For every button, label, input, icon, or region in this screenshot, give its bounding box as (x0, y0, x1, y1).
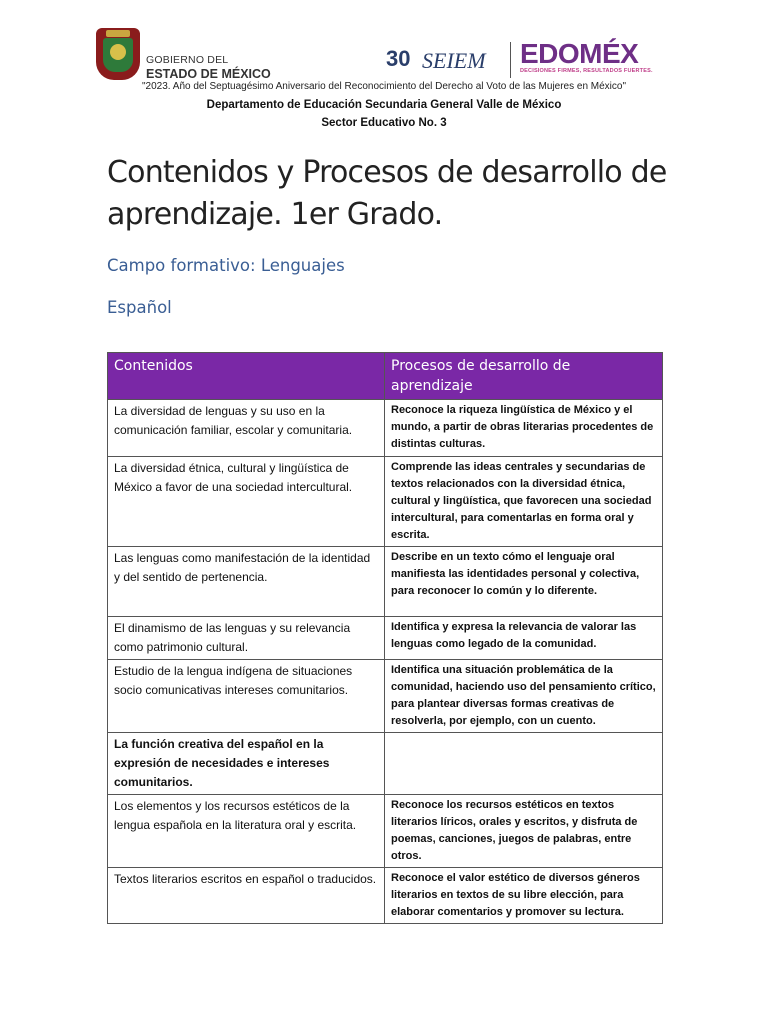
contenido-cell: Los elementos y los recursos estéticos de la lengua española en la literatura oral y escrita. (108, 795, 385, 868)
government-logo (96, 28, 271, 84)
table-row (108, 733, 663, 795)
contenido-cell: Las lenguas como manifestación de la identidad y del sentido de pertenencia. (108, 547, 385, 617)
table-row (108, 400, 663, 457)
year-motto: "2023. Año del Septuagésimo Aniversario del Reconocimiento del Derecho al Voto de las Mujeres en México" (141, 81, 627, 92)
contents-table (107, 352, 663, 924)
shield-crown (106, 30, 130, 37)
gov-logo-line2: ESTADO DE MÉXICO (146, 67, 271, 81)
edomex-name: EDOMÉX (520, 38, 639, 69)
department-name: Departamento de Educación Secundaria General Valle de México (206, 99, 562, 111)
proceso-cell: Comprende las ideas centrales y secundarias de textos relacionados con la diversidad étnica, cultural y lingüística, que favorecen una sociedad intercultural, para comentarlas en forma oral y escrita. (385, 457, 663, 547)
table-row (108, 795, 663, 868)
edomex-logo (520, 38, 665, 78)
contenido-cell: Textos literarios escritos en español o traducidos. (108, 868, 385, 924)
state-shield-icon (96, 28, 140, 80)
proceso-cell: Describe en un texto cómo el lenguaje oral manifiesta las identidades personal y colectiva, para reconocer lo común y lo diferente. (385, 547, 663, 617)
campo-formativo: Campo formativo: Lenguajes (107, 256, 345, 275)
logo-divider (510, 42, 511, 78)
proceso-cell (385, 733, 663, 795)
proceso-cell: Reconoce la riqueza lingüística de México y el mundo, a partir de obras literarias procedentes de distintas culturas. (385, 400, 663, 457)
proceso-cell: Identifica y expresa la relevancia de valorar las lenguas como legado de la comunidad. (385, 617, 663, 660)
column-header-contenidos: Contenidos (108, 353, 385, 400)
contenido-cell: Estudio de la lengua indígena de situaciones socio comunicativas intereses comunitarios. (108, 660, 385, 733)
proceso-cell: Reconoce el valor estético de diversos géneros literarios en textos de su libre elección, para elaborar comentarios y promover su lectura. (385, 868, 663, 924)
contenido-cell: La diversidad étnica, cultural y lingüística de México a favor de una sociedad intercultural. (108, 457, 385, 547)
proceso-cell: Reconoce los recursos estéticos en textos literarios líricos, orales y escritos, y disfruta de poemas, canciones, juegos de palabras, entre otros. (385, 795, 663, 868)
column-header-procesos: Procesos de desarrollo de aprendizaje (385, 353, 663, 400)
table-header-row (108, 353, 663, 400)
gov-logo-line1: GOBIERNO DEL (146, 54, 229, 66)
sector-name: Sector Educativo No. 3 (321, 117, 447, 129)
subject-heading: Español (107, 298, 172, 317)
seiem-logo (386, 46, 506, 76)
contenido-cell: La diversidad de lenguas y su uso en la comunicación familiar, escolar y comunitaria. (108, 400, 385, 457)
table-row (108, 457, 663, 547)
table-row (108, 660, 663, 733)
contenido-cell: La función creativa del español en la expresión de necesidades e intereses comunitarios. (108, 733, 385, 795)
contenido-cell: El dinamismo de las lenguas y su relevancia como patrimonio cultural. (108, 617, 385, 660)
table-row (108, 617, 663, 660)
edomex-slogan: DECISIONES FIRMES, RESULTADOS FUERTES. (520, 68, 653, 74)
table-row (108, 547, 663, 617)
seiem-anniversary-number: 30 (386, 46, 411, 71)
page-title: Contenidos y Procesos de desarrollo de aprendizaje. 1er Grado. (107, 155, 667, 232)
shield-emblem (110, 44, 126, 60)
seiem-name: SEIEM (422, 48, 486, 73)
proceso-cell: Identifica una situación problemática de la comunidad, haciendo uso del pensamiento crítico, para plantear diversas formas creativas de resolverla, por ejemplo, con un cuento. (385, 660, 663, 733)
table-row (108, 868, 663, 924)
